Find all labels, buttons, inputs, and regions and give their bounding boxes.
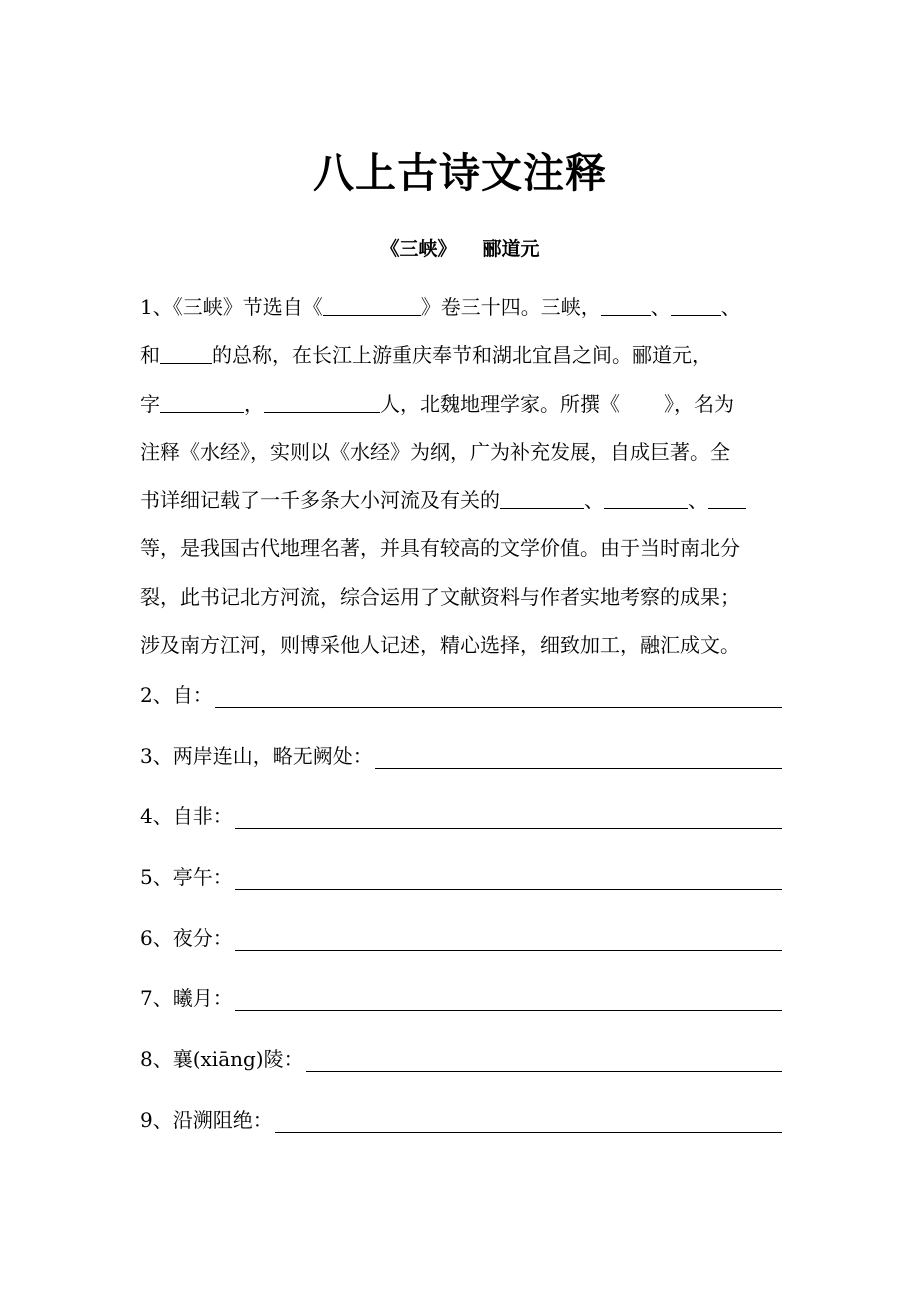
intro-line-1	[140, 283, 790, 331]
blank-courtesy-name[interactable]	[160, 391, 244, 413]
intro-line-2	[140, 331, 790, 379]
page-title: 八上古诗文注释	[313, 149, 607, 197]
section-heading	[0, 234, 920, 261]
text-segment: 注释《水经》，实则以《水经》为纲，广为补充发展，自成巨著。全	[140, 439, 730, 464]
question-item	[140, 1101, 782, 1135]
blank-hometown[interactable]	[264, 391, 380, 413]
text-segment: 等，是我国古代地理名著，并具有较高的文学价值。由于当时南北分	[140, 536, 740, 561]
answer-line[interactable]	[215, 681, 782, 708]
answer-line[interactable]	[306, 1045, 782, 1072]
blank-gorge-1[interactable]	[601, 294, 651, 316]
answer-line[interactable]	[235, 863, 782, 890]
blank-gorge-3[interactable]	[160, 342, 212, 364]
text-segment: 裂，此书记北方河流，综合运用了文献资料与作者实地考察的成果；	[140, 584, 740, 609]
question-label: 8、襄(xiāng)陵：	[140, 1047, 304, 1071]
question-item	[140, 919, 782, 953]
question-item	[140, 979, 782, 1013]
question-item	[140, 797, 782, 831]
intro-line-4	[140, 428, 790, 476]
question-item	[140, 676, 782, 710]
intro-paragraph	[140, 283, 790, 669]
blank-content-2[interactable]	[604, 487, 688, 509]
text-segment: 、	[720, 295, 741, 319]
question-label: 7、曦月：	[140, 986, 233, 1010]
answer-line[interactable]	[275, 1106, 782, 1133]
answer-line[interactable]	[235, 802, 782, 829]
text-segment: 的总称，在长江上游重庆奉节和湖北宜昌之间。郦道元，	[212, 343, 712, 368]
text-segment: 、	[688, 488, 708, 513]
intro-line-8	[140, 621, 790, 669]
intro-line-7	[140, 573, 790, 621]
text-segment: ，	[244, 391, 264, 416]
question-label: 6、夜分：	[140, 926, 233, 950]
text-segment: 、	[584, 488, 604, 513]
question-label: 2、自：	[140, 683, 213, 707]
text-segment: 》，名为	[664, 391, 734, 416]
question-label: 3、两岸连山，略无阙处：	[140, 744, 373, 768]
answer-line[interactable]	[235, 984, 782, 1011]
intro-line-6	[140, 524, 790, 572]
answer-line[interactable]	[235, 924, 782, 951]
text-segment: 、	[650, 295, 671, 319]
question-label: 9、沿溯阻绝：	[140, 1108, 273, 1132]
work-title: 《三峡》	[380, 238, 457, 260]
blank-source-book[interactable]	[323, 294, 421, 316]
intro-line-5	[140, 476, 790, 524]
blank-content-1[interactable]	[500, 487, 584, 509]
question-item	[140, 858, 782, 892]
text-segment: 书详细记载了一千多条大小河流及有关的	[140, 488, 500, 513]
question-label: 5、亭午：	[140, 865, 233, 889]
intro-line-3	[140, 380, 790, 428]
text-segment: 涉及南方江河，则博采他人记述，精心选择，细致加工，融汇成文。	[140, 633, 740, 658]
question-item	[140, 737, 782, 771]
text-segment: 人，北魏地理学家。所撰《	[380, 391, 620, 416]
question-label: 4、自非：	[140, 804, 233, 828]
text-segment: 1、《三峡》节选自《	[140, 295, 323, 319]
author-name: 郦道元	[482, 238, 540, 260]
text-segment: 》卷三十四。三峡，	[420, 295, 601, 319]
blank-content-3[interactable]	[708, 487, 746, 509]
question-item	[140, 1040, 782, 1074]
text-segment: 字	[140, 391, 160, 416]
answer-line[interactable]	[375, 742, 782, 769]
text-segment: 和	[140, 343, 160, 368]
blank-gorge-2[interactable]	[671, 294, 721, 316]
